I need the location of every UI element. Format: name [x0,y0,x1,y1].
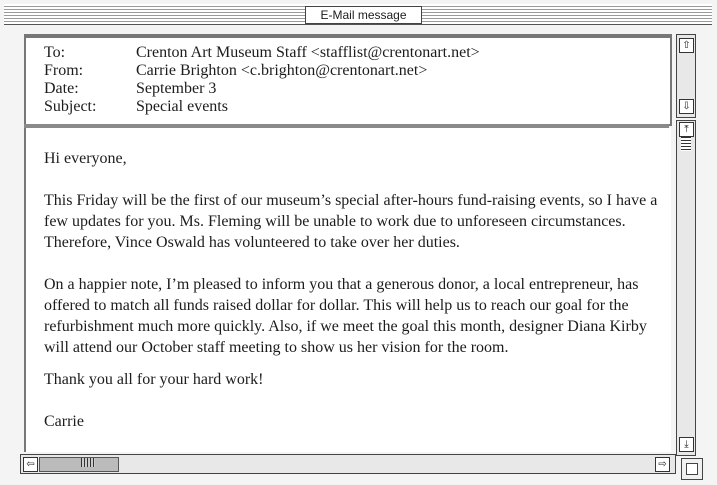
horizontal-grip-icon [81,458,95,467]
subject-value: Special events [136,98,228,115]
horizontal-scroll-thumb[interactable] [39,457,119,472]
from-value: Carrie Brighton <c.brighton@crentonart.net> [136,62,428,79]
closing: Thank you all for your hard work! [44,371,264,388]
scroll-right-icon[interactable]: ⇨ [655,457,670,472]
from-row [44,62,427,80]
paragraph-1: This Friday will be the first of our museum’s special after-hours fund-raising events, so I have a few updates for you. Ms. Fleming will be unable to work due to unforeseen circumstances. Therefore, Vince Oswald has volunteered to take over her duties. [44,192,658,251]
greeting: Hi everyone, [44,150,127,167]
window-title: E-Mail message [305,6,422,24]
date-row [44,80,216,98]
header-scrollbar[interactable] [676,34,696,118]
title-bar[interactable] [4,4,712,25]
scroll-top-icon[interactable]: ⤒ [679,122,694,137]
from-label: From: [44,62,84,79]
scroll-left-icon[interactable]: ⇦ [23,457,38,472]
scroll-up-icon[interactable]: ⇧ [679,38,694,53]
scroll-bottom-icon[interactable]: ⤓ [679,437,694,452]
body-scrollbar[interactable] [676,120,696,456]
to-value: Crenton Art Museum Staff <stafflist@crentonart.net> [136,44,480,61]
signature: Carrie [44,413,84,430]
scroll-down-icon[interactable]: ⇩ [679,99,694,114]
paragraph-2: On a happier note, I’m pleased to inform you that a generous donor, a local entrepreneur, has offered to match all funds raised dollar for dollar. This will help us to reach our goal for the refurbishment much more quickly. Also, if we meet the goal this month, designer Diana Kirby will attend our October staff meeting to show us her vision for the room. [44,276,647,356]
subject-row [44,98,228,116]
scroll-thumb[interactable] [681,137,691,151]
horizontal-scrollbar[interactable] [20,454,676,474]
message-body [24,128,671,452]
email-header [24,34,672,126]
subject-label: Subject: [44,98,97,115]
to-label: To: [44,44,66,61]
date-label: Date: [44,80,79,97]
resize-handle-icon[interactable] [681,458,703,480]
date-value: September 3 [136,80,217,97]
to-row [44,44,480,62]
